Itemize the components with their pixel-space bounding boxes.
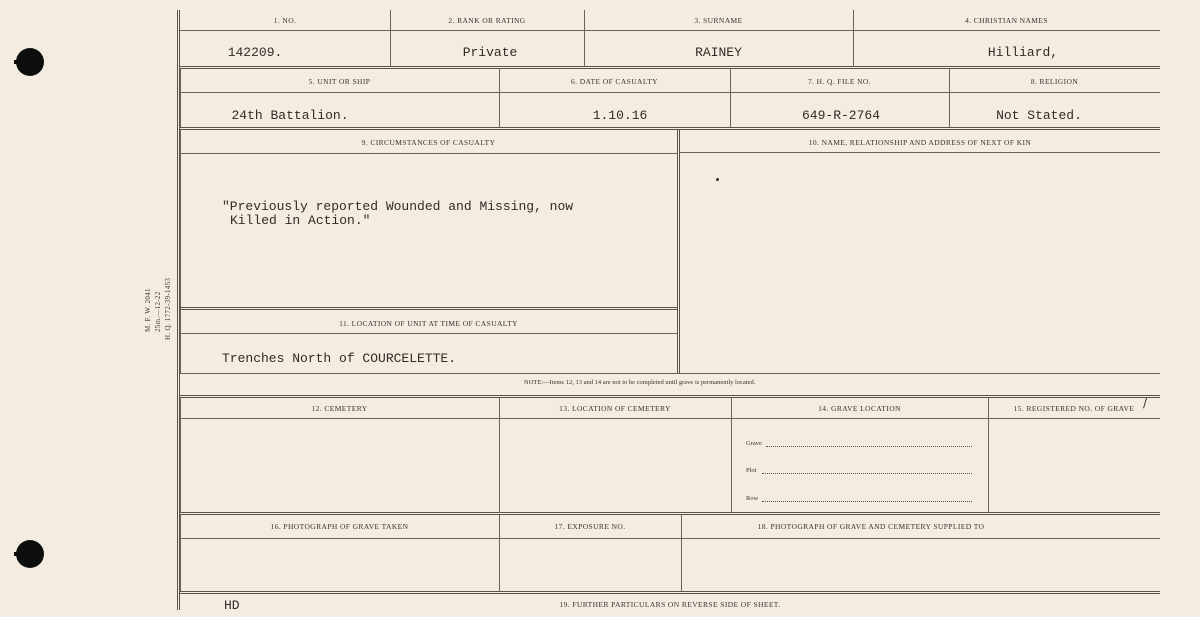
value-rank: Private <box>462 45 518 60</box>
initials: HD <box>224 598 240 613</box>
row4-bottom-rule <box>180 512 1160 515</box>
label-unit: 5. UNIT OR SHIP <box>308 77 371 86</box>
label-next-of-kin: 10. NAME, RELATIONSHIP AND ADDRESS OF NEXT OF KIN <box>808 138 1032 147</box>
label-further-particulars: 19. FURTHER PARTICULARS ON REVERSE SIDE OF SHEET. <box>559 600 781 609</box>
value-no: 142209. <box>227 45 283 60</box>
field-row-label: Row <box>746 495 759 502</box>
label-photograph-supplied: 18. PHOTOGRAPH OF GRAVE AND CEMETERY SUPPLIED TO <box>757 522 985 531</box>
side-print-2: 25m.—12-22 <box>154 291 162 332</box>
value-christian-names: Hilliard, <box>987 45 1059 60</box>
field-plot-line <box>762 473 972 474</box>
value-religion: Not Stated. <box>996 108 1082 123</box>
circ-bottom-rule <box>180 307 678 310</box>
label-circumstances: 9. CIRCUMSTANCES OF CASUALTY <box>361 138 496 147</box>
row5-label-rule <box>180 538 1160 539</box>
note-top-rule <box>180 373 1160 374</box>
side-print-3: H. Q. 1772-39-1453 <box>164 277 172 340</box>
value-circumstances-line1: "Previously reported Wounded and Missing, now <box>222 199 574 214</box>
field-row-line <box>762 501 972 502</box>
label-surname: 3. SURNAME <box>694 16 743 25</box>
label-registered-no: 15. REGISTERED NO. OF GRAVE <box>1013 404 1135 413</box>
value-date: 1.10.16 <box>592 108 648 123</box>
label-grave-location: 14. GRAVE LOCATION <box>818 404 901 413</box>
label-cemetery: 12. CEMETERY <box>311 404 368 413</box>
row1-label-rule <box>180 30 1160 31</box>
value-unit: 24th Battalion. <box>231 108 349 123</box>
field-grave-line <box>766 446 972 447</box>
row3-middle-rule <box>677 130 680 373</box>
side-print-1: M. F. W. 2041 <box>144 288 152 332</box>
row2-label-rule <box>180 92 1160 93</box>
location-label-rule <box>180 333 678 334</box>
circ-label-rule <box>180 153 678 154</box>
value-surname: RAINEY <box>695 45 742 60</box>
kin-label-rule <box>680 152 1160 153</box>
field-grave-label: Grave <box>746 440 762 447</box>
label-location-of-cemetery: 13. LOCATION OF CEMETERY <box>559 404 671 413</box>
row4-left-rule <box>180 397 181 513</box>
tick-mark: / <box>1143 396 1148 410</box>
label-exposure-no: 17. EXPOSURE NO. <box>554 522 626 531</box>
label-hq-file: 7. H. Q. FILE NO. <box>807 77 872 86</box>
value-location-of-unit: Trenches North of COURCELETTE. <box>222 351 457 366</box>
label-rank: 2. RANK OR RATING <box>448 16 526 25</box>
row5-bottom-rule <box>180 591 1160 594</box>
value-hq-file: 649-R-2764 <box>801 108 880 123</box>
label-religion: 8. RELIGION <box>1030 77 1079 86</box>
value-circumstances-line2: Killed in Action." <box>230 213 371 228</box>
row4-label-rule <box>180 418 1160 419</box>
ink-dot-mark <box>716 178 719 181</box>
binder-hole-bottom <box>16 540 44 568</box>
label-no: 1. NO. <box>273 16 297 25</box>
label-christian-names: 4. CHRISTIAN NAMES <box>965 16 1048 25</box>
row1-bottom-rule <box>180 66 1160 69</box>
label-photograph-taken: 16. PHOTOGRAPH OF GRAVE TAKEN <box>270 522 409 531</box>
row2-bottom-rule <box>180 127 1160 130</box>
label-date: 6. DATE OF CASUALTY <box>571 77 658 86</box>
note-bottom-rule <box>180 395 1160 398</box>
row4-div-3 <box>988 397 989 513</box>
note-text: NOTE:—Items 12, 13 and 14 are not to be completed until grave is permanently located. <box>524 379 756 386</box>
row3-left-rule <box>180 130 181 373</box>
field-plot-label: Plot <box>746 467 757 474</box>
row4-div-2 <box>731 397 732 513</box>
label-location-of-unit: 11. LOCATION OF UNIT AT TIME OF CASUALTY <box>339 319 518 328</box>
binder-hole-top <box>16 48 44 76</box>
row4-div-1 <box>499 397 500 513</box>
